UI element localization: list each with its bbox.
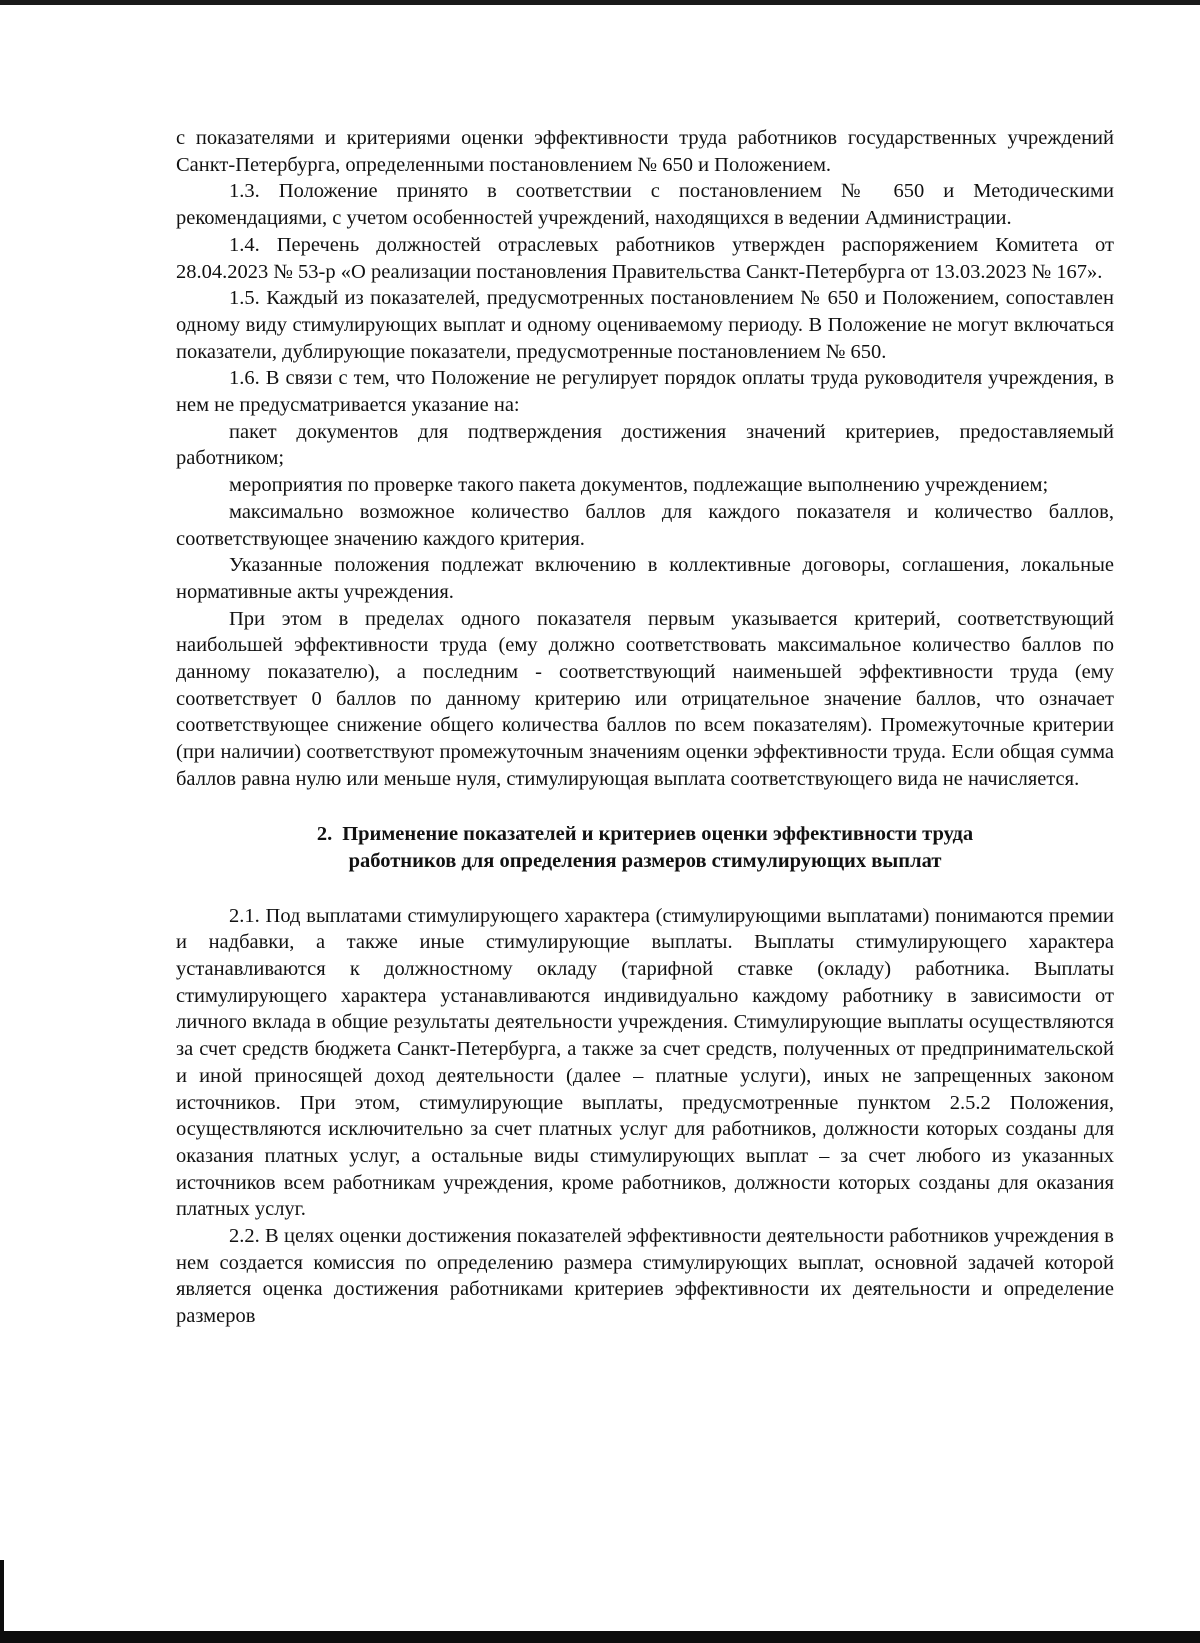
section-2-heading — [176, 821, 1114, 875]
paragraph-1-6: 1.6. В связи с тем, что Положение не регулирует порядок оплаты труда руководителя учреждения, в нем не предусматривается указание на: — [176, 367, 1114, 417]
paragraph-criteria-order: При этом в пределах одного показателя первым указывается критерий, соответствующий наибольшей эффективности труда (ему должно соответствовать максимальное количество баллов по данному показателю), а последним - соответствующий наименьшей эффективности труда (ему соответствует 0 баллов по данному критерию или отрицательное значение баллов, что означает соответствующее снижение общего количества баллов по всем показателям). Промежуточные критерии (при наличии) соответствуют промежуточным значениям оценки эффективности труда. Если общая сумма баллов равна нулю или меньше нуля, стимулирующая выплата соответствующего вида не начисляется. — [176, 607, 1114, 790]
paragraph-1-5: 1.5. Каждый из показателей, предусмотренных постановлением № 650 и Положением, сопоставлен одному виду стимулирующих выплат и одному оцениваемому периоду. В Положение не могут включаться показатели, дублирующие показатели, предусмотренные постановлением № 650. — [176, 287, 1114, 363]
paragraph-2-2: 2.2. В целях оценки достижения показателей эффективности деятельности работников учреждения в нем создается комиссия по определению размера стимулирующих выплат, основной задачей которой является оценка достижения работниками критериев эффективности их деятельности и определение размеров — [176, 1225, 1114, 1328]
paragraph-1-2-continuation: с показателями и критериями оценки эффективности труда работников государственных учреждений Санкт-Петербурга, определенными постановлением № 650 и Положением. — [176, 127, 1114, 176]
paragraph-provisions-inclusion: Указанные положения подлежат включению в коллективные договоры, соглашения, локальные нормативные акты учреждения. — [176, 554, 1114, 603]
section-heading-line-1 — [176, 821, 1114, 848]
scan-border-top — [0, 0, 1200, 5]
list-item-verification-measures: мероприятия по проверке такого пакета документов, подлежащие выполнению учреждением; — [229, 474, 1049, 497]
section-number: 2. — [316, 822, 333, 845]
paragraph-2-1: 2.1. Под выплатами стимулирующего характера (стимулирующими выплатами) понимаются премии и надбавки, а также иные стимулирующие выплаты. Выплаты стимулирующего характера устанавливаются к должностному окладу (тарифной ставке (окладу) работника. Выплаты стимулирующего характера устанавливаются индивидуально каждому работнику в зависимости от личного вклада в общие результаты деятельности учреждения. Стимулирующие выплаты осуществляются за счет средств бюджета Санкт-Петербурга, а также за счет средств, полученных от предпринимательской и иной приносящей доход деятельности (далее – платные услуги), иных не запрещенных законом источников. При этом, стимулирующие выплаты, предусмотренные пунктом 2.5.2 Положения, осуществляются исключительно за счет платных услуг для работников, должности которых созданы для оказания платных услуг, а остальные виды стимулирующих выплат – за счет любого из указанных источников всем работникам учреждения, кроме работников, должности которых созданы для оказания платных услуг. — [176, 904, 1114, 1221]
list-item-document-package: пакет документов для подтверждения достижения значений критериев, предоставляемый работником; — [176, 420, 1114, 470]
paragraph-1-4: 1.4. Перечень должностей отраслевых работников утвержден распоряжением Комитета от 28.04.2023 № 53-р «О реализации постановления Правительства Санкт-Петербурга от 13.03.2023 № 167». — [176, 233, 1114, 283]
section-heading-text-1: Применение показателей и критериев оценки эффективности труда — [342, 822, 974, 845]
list-item-max-points: максимально возможное количество баллов для каждого показателя и количество баллов, соответствующее значению каждого критерия. — [176, 500, 1114, 550]
section-heading-text-2: работников для определения размеров стимулирующих выплат — [348, 849, 942, 872]
document-page — [176, 125, 1114, 1330]
scan-border-bottom — [0, 1631, 1200, 1643]
paragraph-1-3: 1.3. Положение принято в соответствии с постановлением № 650 и Методическими рекомендациями, с учетом особенностей учреждений, находящихся в ведении Администрации. — [176, 180, 1114, 230]
